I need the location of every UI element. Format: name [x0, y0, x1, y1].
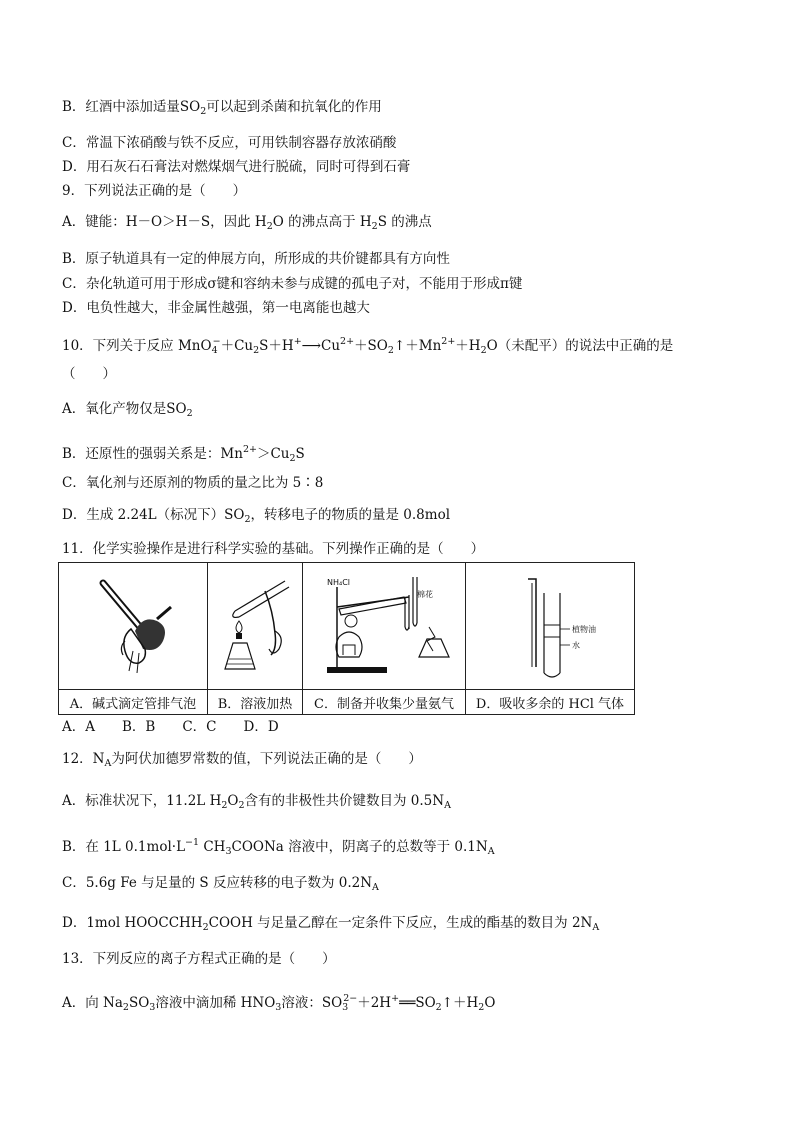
text: 10．下列关于反应 MnO: [62, 338, 212, 354]
text: 为阿伏加德罗常数的值，下列说法正确的是（ ）: [111, 751, 422, 767]
q9-option-d: D．电负性越大，非金属性越强，第一电离能也越大: [62, 300, 370, 316]
subscript: A: [372, 882, 379, 893]
subscript: 2: [371, 221, 378, 232]
q12-stem: [62, 750, 422, 773]
text: B．红酒中添加适量: [62, 99, 180, 115]
text: D．生成 2.24L（标况下）SO: [62, 507, 245, 523]
subscript: 3: [149, 1002, 156, 1013]
figure-b-cell: [208, 563, 303, 690]
q8-option-c: C．常温下浓硝酸与铁不反应，可用铁制容器存放浓硝酸: [62, 135, 397, 151]
subscript: 2: [478, 1002, 485, 1013]
text: COONa 溶液中，阴离子的总数等于 0.1N: [231, 839, 488, 855]
text: 溶液：SO: [281, 995, 343, 1011]
superscript: 2+: [242, 444, 257, 455]
q11-options: A．A B．B C．C D．D: [62, 719, 279, 735]
q11-figure-table: [58, 562, 635, 715]
text: ↑＋Mn: [393, 338, 442, 354]
text: A．氧化产物仅是: [62, 401, 167, 417]
superscript: 2+: [340, 336, 355, 347]
figure-a-cell: [59, 563, 208, 690]
caption-a: A．碱式滴定管排气泡: [59, 690, 208, 715]
caption-b: B．溶液加热: [208, 690, 303, 715]
subscript: 2: [266, 221, 273, 232]
q10-option-d: [62, 506, 450, 529]
q9-option-b: B．原子轨道具有一定的伸展方向，所形成的共价键都具有方向性: [62, 251, 450, 267]
subscript: 2: [221, 800, 228, 811]
q12-option-b: [62, 834, 495, 861]
subscript: 2: [244, 514, 251, 525]
text: 可以起到杀菌和抗氧化的作用: [206, 99, 382, 115]
text: D．1mol HOOCCHH: [62, 915, 203, 931]
superscript: +: [391, 993, 400, 1004]
subscript: 3: [275, 1002, 282, 1013]
ammonia-preparation-illustration: [309, 567, 459, 685]
text: A．向 Na: [62, 995, 123, 1011]
superscript: −1: [185, 837, 200, 848]
test-tube-heating-illustration: [215, 571, 295, 681]
text: ＞Cu: [256, 446, 290, 462]
burette-hand-illustration: [73, 571, 193, 681]
subscript: 2: [122, 1002, 129, 1013]
text: 12．N: [62, 751, 105, 767]
subscript: A: [592, 922, 600, 933]
subscript: A: [487, 846, 495, 857]
subscript: 2: [238, 800, 245, 811]
text: ，转移电子的物质的量是 0.8mol: [250, 507, 451, 523]
text: C．5.6g Fe 与足量的 S 反应转移的电子数为 0.2N: [62, 875, 373, 891]
superscript: 2+: [441, 336, 456, 347]
text: SO: [179, 99, 201, 115]
subscript: 2: [202, 922, 209, 933]
q11-stem: 11．化学实验操作是进行科学实验的基础。下列操作正确的是（ ）: [62, 541, 485, 557]
subscript: 2: [289, 453, 296, 464]
subscript: 3: [225, 846, 232, 857]
subscript: A: [104, 758, 112, 769]
text: B．在 1L 0.1mol·L: [62, 839, 186, 855]
q13-option-a: [62, 990, 495, 1017]
text: SO: [128, 995, 150, 1011]
text: 溶液中滴加稀 HNO: [155, 995, 276, 1011]
text: O: [484, 995, 496, 1011]
subscript: 2: [480, 345, 487, 356]
subscript: 2: [186, 408, 193, 419]
q10-stem: [62, 333, 673, 360]
text: ＋SO: [354, 338, 388, 354]
superscript: 2−: [343, 993, 358, 1004]
subscript: 2: [253, 345, 260, 356]
text: 含有的非极性共价键数目为 0.5N: [244, 793, 445, 809]
q10-option-b: [62, 441, 305, 468]
label-oil: 植物油: [572, 625, 596, 634]
q12-option-d: [62, 914, 599, 937]
subscript: 2: [387, 345, 394, 356]
figure-c-cell: [303, 563, 466, 690]
caption-d: D．吸收多余的 HCl 气体: [466, 690, 635, 715]
figure-d-cell: [466, 563, 635, 690]
q12-option-a: [62, 792, 451, 815]
text: ＋H: [455, 338, 481, 354]
text: B．还原性的强弱关系是：Mn: [62, 446, 243, 462]
subscript: 3: [342, 1002, 349, 1013]
text: SO: [166, 401, 187, 417]
text: O 的沸点高于 H: [272, 214, 372, 230]
text: ＋2H: [357, 995, 392, 1011]
label-nh4cl: NH₄Cl: [327, 578, 351, 587]
q13-stem: 13．下列反应的离子方程式正确的是（ ）: [62, 951, 336, 967]
q10-answer-paren: （ ）: [62, 366, 116, 382]
q9-stem: 9．下列说法正确的是（ ）: [62, 183, 247, 199]
label-cotton: 棉花: [417, 590, 433, 599]
subscript: 2: [200, 106, 207, 117]
text: S: [295, 446, 305, 462]
caption-c: C．制备并收集少量氨气: [303, 690, 466, 715]
subscript: 2: [435, 1002, 442, 1013]
text: ══SO: [399, 995, 436, 1011]
text: ⟶Cu: [301, 338, 341, 354]
text: CH: [199, 839, 226, 855]
q9-option-a: [62, 213, 432, 236]
q9-option-c: C．杂化轨道可用于形成σ键和容纳未参与成键的孤电子对，不能用于形成π键: [62, 276, 523, 292]
q12-option-c: [62, 874, 379, 897]
q8-option-b: [62, 98, 382, 121]
subscript: 4: [211, 345, 218, 356]
text: A．标准状况下，11.2L H: [62, 793, 222, 809]
text: COOH 与足量乙醇在一定条件下反应，生成的酯基的数目为 2N: [208, 915, 593, 931]
hcl-absorption-illustration: [470, 567, 630, 685]
text: O: [227, 793, 239, 809]
q10-option-a: [62, 400, 193, 423]
text: S 的沸点: [377, 214, 432, 230]
text: A．键能：H－O＞H－S，因此 H: [62, 214, 267, 230]
text: ＋Cu: [220, 338, 254, 354]
superscript: −: [212, 336, 221, 347]
subscript: A: [444, 800, 451, 811]
label-water: 水: [572, 641, 580, 650]
text: S＋H: [259, 338, 294, 354]
text: ↑＋H: [441, 995, 479, 1011]
superscript: +: [293, 336, 302, 347]
q10-option-c: C．氧化剂与还原剂的物质的量之比为 5∶8: [62, 475, 324, 491]
q8-option-d: D．用石灰石石膏法对燃煤烟气进行脱硫，同时可得到石膏: [62, 159, 411, 175]
text: O（未配平）的说法中正确的是: [486, 338, 674, 354]
